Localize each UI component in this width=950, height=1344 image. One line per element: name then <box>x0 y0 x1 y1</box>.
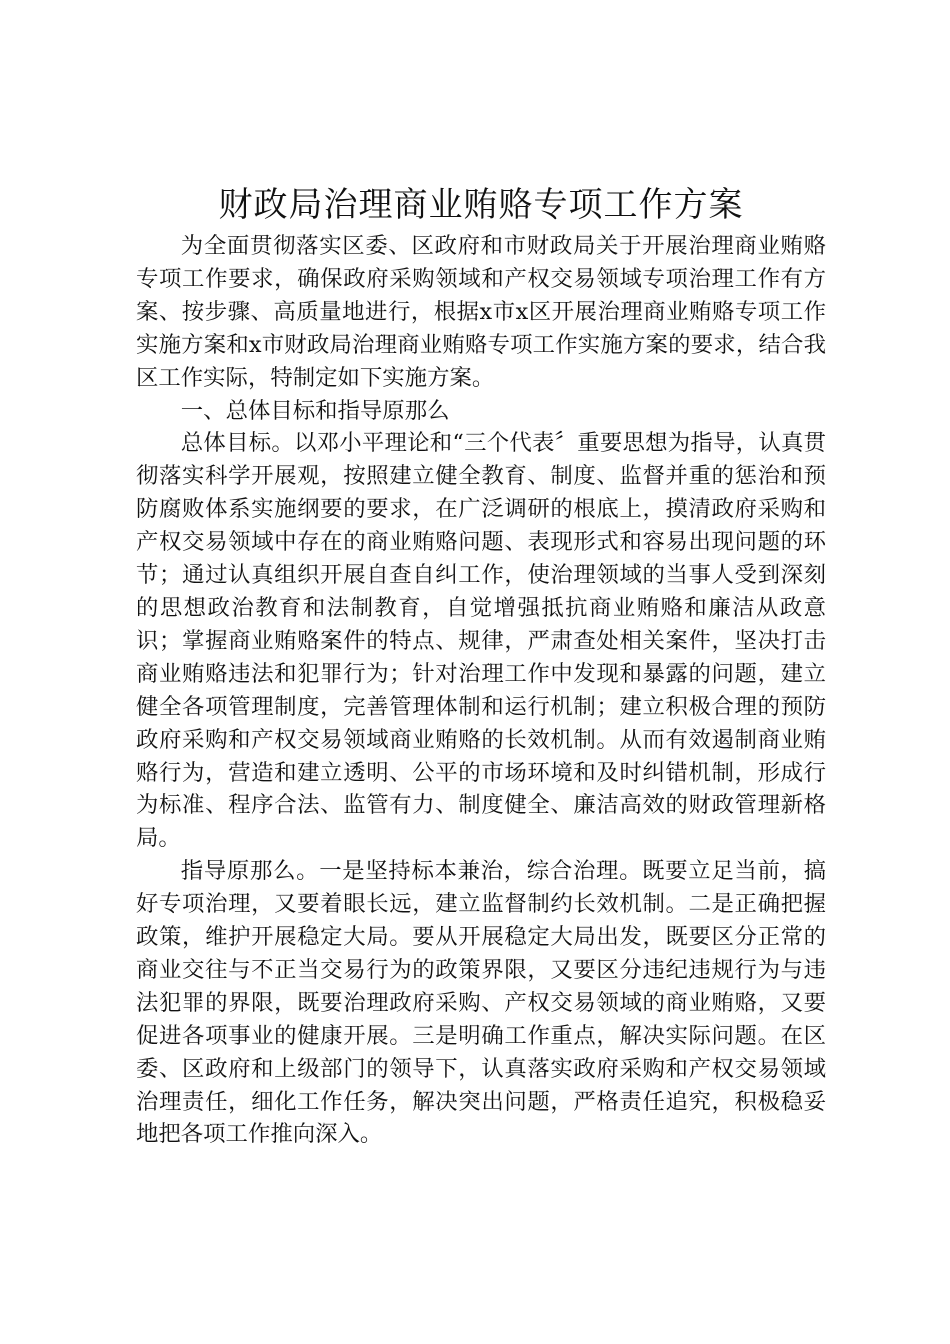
overall-goal-paragraph: 总体目标。以邓小平理论和“三个代表〞重要思想为指导，认真贯彻落实科学开展观，按照建立健全教育、制度、监督并重的惩治和预防腐败体系实施纲要的要求，在广泛调研的根底上，摸清政府采购和产权交易领域中存在的商业贿赂问题、表现形式和容易出现问题的环节；通过认真组织开展自查自纠工作，使治理领域的当事人受到深刻的思想政治教育和法制教育，自觉增强抵抗商业贿赂和廉洁从政意识；掌握商业贿赂案件的特点、规律，严肃查处相关案件，坚决打击商业贿赂违法和犯罪行为；针对治理工作中发现和暴露的问题，建立健全各项管理制度，完善管理体制和运行机制；建立积极合理的预防政府采购和产权交易领域商业贿赂的长效机制。从而有效遏制商业贿赂行为，营造和建立透明、公平的市场环境和及时纠错机制，形成行为标准、程序合法、监管有力、制度健全、廉洁高效的财政管理新格局。 <box>136 430 826 852</box>
intro-paragraph: 为全面贯彻落实区委、区政府和市财政局关于开展治理商业贿赂专项工作要求，确保政府采购领域和产权交易领域专项治理工作有方案、按步骤、高质量地进行，根据x市x区开展治理商业贿赂专项工作实施方案和x市财政局治理商业贿赂专项工作实施方案的要求，结合我区工作实际，特制定如下实施方案。 <box>136 233 826 391</box>
document-title: 财政局治理商业贿赂专项工作方案 <box>218 185 744 225</box>
document-page <box>136 180 826 1151</box>
section-heading: 一、总体目标和指导原那么 <box>180 397 450 424</box>
guiding-principles-paragraph: 指导原那么。一是坚持标本兼治，综合治理。既要立足当前，搞好专项治理，又要着眼长远，建立监督制约长效机制。二是正确把握政策，维护开展稳定大局。要从开展稳定大局出发，既要区分正常的商业交往与不正当交易行为的政策界限，又要区分违纪违规行为与违法犯罪的界限，既要治理政府采购、产权交易领域的商业贿赂，又要促进各项事业的健康开展。三是明确工作重点，解决实际问题。在区委、区政府和上级部门的领导下，认真落实政府采购和产权交易领域治理责任，细化工作任务，解决突出问题，严格责任追究，积极稳妥地把各项工作推向深入。 <box>136 858 826 1148</box>
